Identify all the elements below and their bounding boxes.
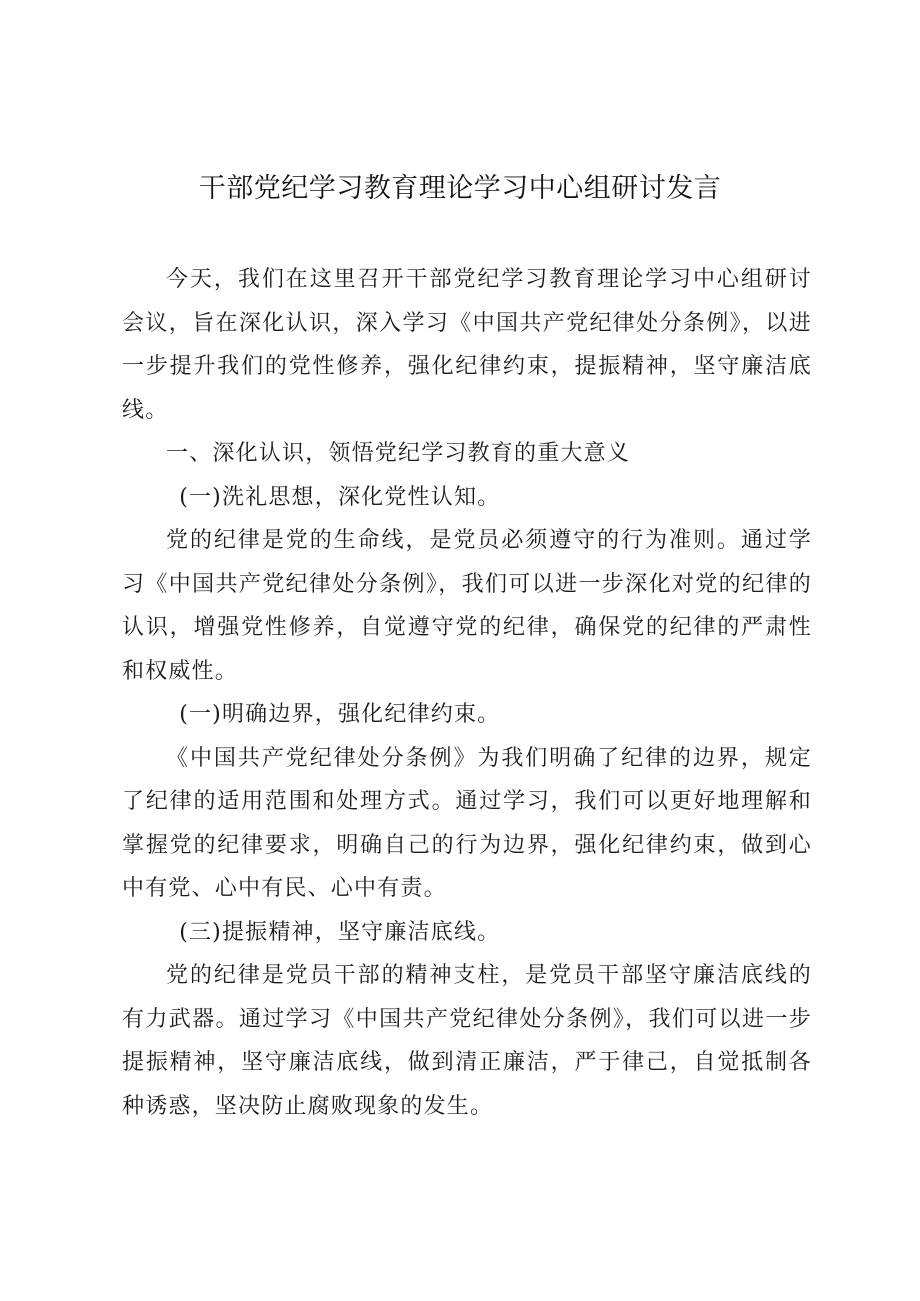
document-body [122,258,812,1128]
paragraph-3: 党的纪律是党员干部的精神支柱，是党员干部坚守廉洁底线的有力武器。通过学习《中国共产党纪律处分条例》，我们可以进一步提振精神，坚守廉洁底线，做到清正廉洁，严于律己，自觉抵制各种诱惑，坚决防止腐败现象的发生。 [122,963,812,1119]
document-title: 干部党纪学习教育理论学习中心组研讨发言 [198,173,722,204]
section-heading-1: 一、深化认识，领悟党纪学习教育的重大意义 [166,441,631,466]
paragraph-1: 党的纪律是党的生命线，是党员必须遵守的行为准则。通过学习《中国共产党纪律处分条例》，我们可以进一步深化对党的纪律的认识，增强党性修养，自觉遵守党的纪律，确保党的纪律的严肃性和权威性。 [122,528,812,684]
subsection-heading-3: (三)提振精神，坚守廉洁底线。 [179,919,501,945]
paragraph-2: 《中国共产党纪律处分条例》为我们明确了纪律的边界，规定了纪律的适用范围和处理方式。通过学习，我们可以更好地理解和掌握党的纪律要求，明确自己的行为边界，强化纪律约束，做到心中有党、心中有民、心中有责。 [122,745,812,901]
subsection-heading-2: (一)明确边界，强化纪律约束。 [179,702,501,727]
subsection-heading-1: (一)洗礼思想，深化党性认知。 [179,484,501,510]
paragraph-intro: 今天，我们在这里召开干部党纪学习教育理论学习中心组研讨会议，旨在深化认识，深入学习《中国共产党纪律处分条例》，以进一步提升我们的党性修养，强化纪律约束，提振精神，坚守廉洁底线。 [122,267,812,423]
